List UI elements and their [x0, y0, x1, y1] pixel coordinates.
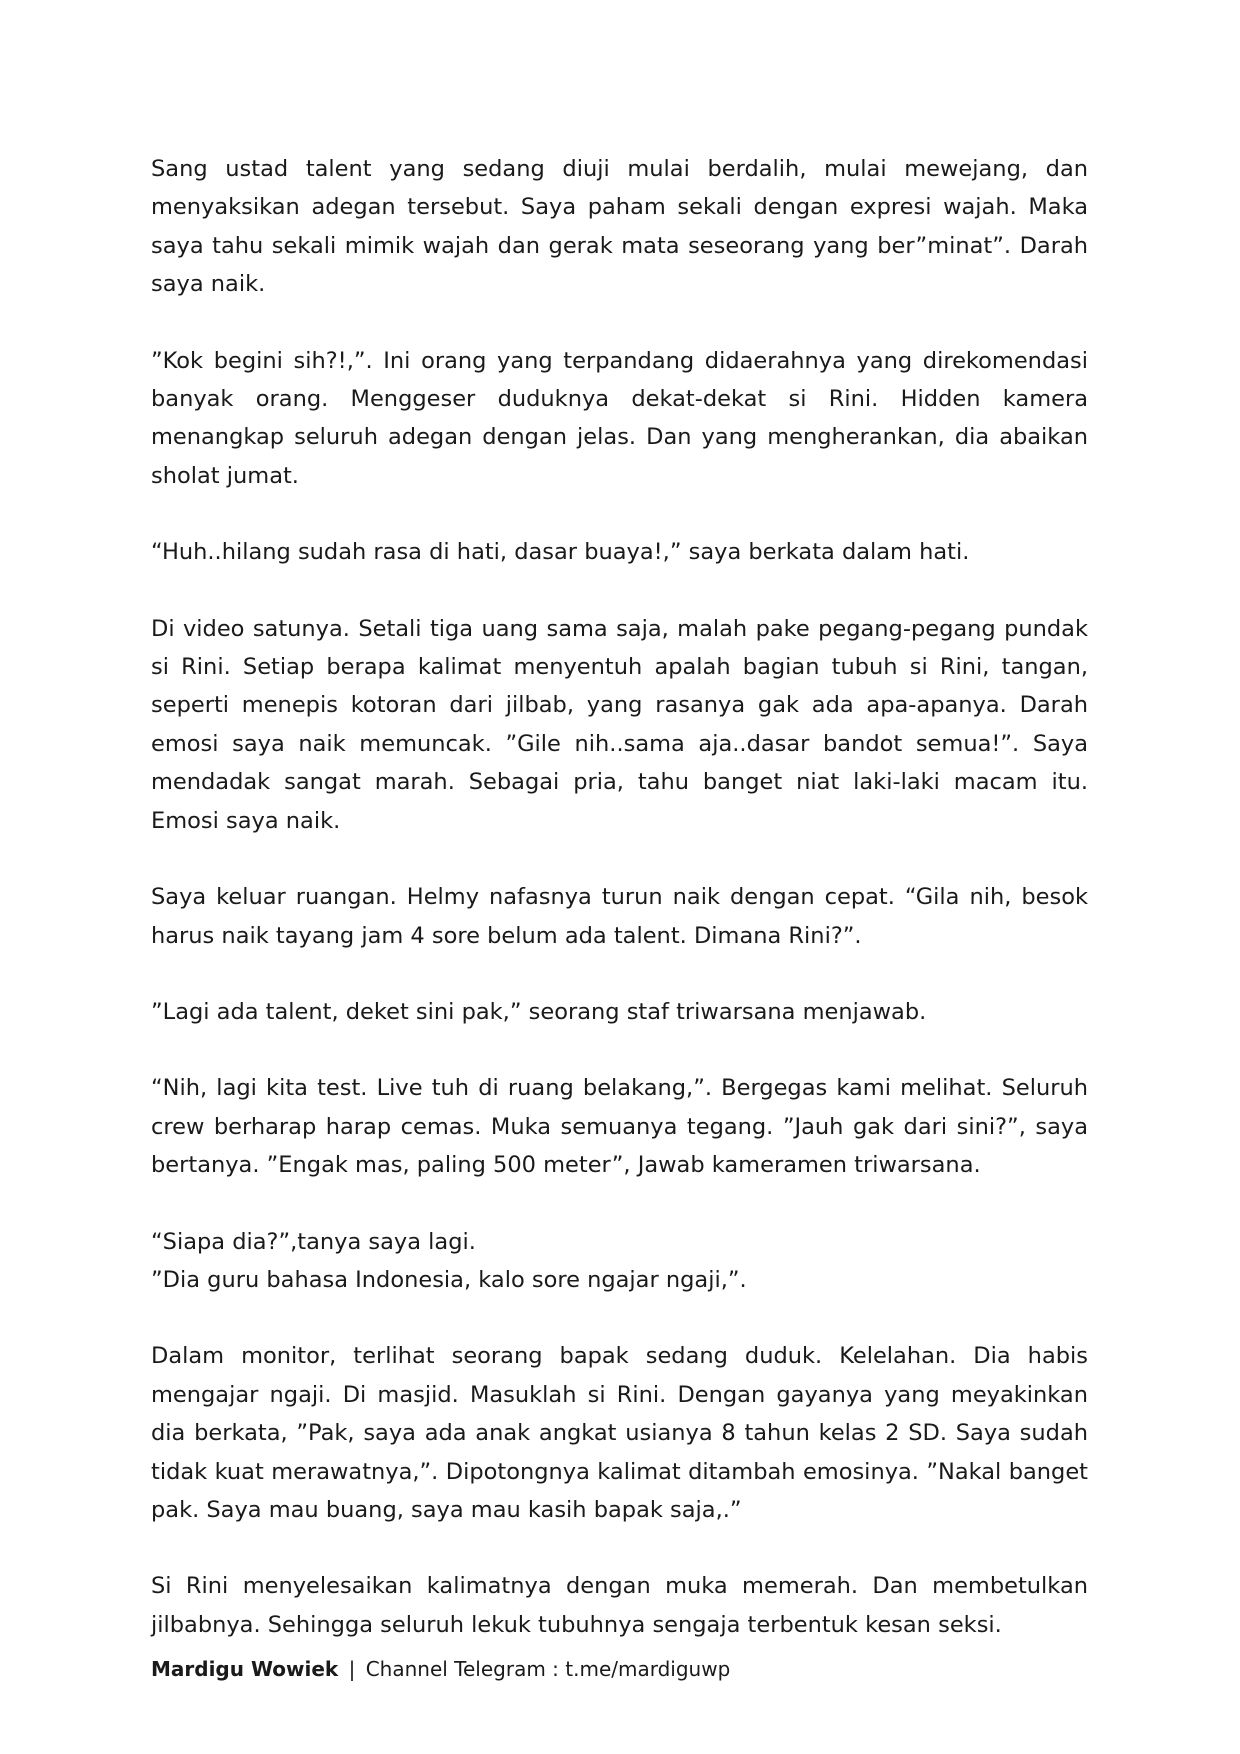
dialogue-line-2: ”Dia guru bahasa Indonesia, kalo sore ngajar ngaji,”. — [151, 1266, 747, 1293]
footer-channel: Channel Telegram : t.me/mardiguwp — [365, 1657, 731, 1681]
dialogue-line-1: “Siapa dia?”,tanya saya lagi. — [151, 1228, 476, 1255]
page-footer — [151, 1655, 730, 1683]
paragraph-2: ”Kok begini sih?!,”. Ini orang yang terpandang didaerahnya yang direkomendasi banyak orang. Menggeser duduknya dekat-dekat si Rini. Hidden kamera menangkap seluruh adegan dengan jelas. Dan yang mengherankan, dia abaikan sholat jumat. — [151, 347, 1088, 489]
footer-separator: | — [348, 1657, 356, 1681]
paragraph-4: Di video satunya. Setali tiga uang sama saja, malah pake pegang-pegang pundak si Rini. Setiap berapa kalimat menyentuh apalah bagian tubuh si Rini, tangan, seperti menepis kotoran dari jilbab, yang rasanya gak ada apa-apanya. Darah emosi saya naik memuncak. ”Gile nih..sama aja..dasar bandot semua!”. Saya mendadak sangat marah. Sebagai pria, tahu banget niat laki-laki macam itu. Emosi saya naik. — [151, 615, 1088, 834]
dialogue-block — [151, 1223, 1088, 1300]
body-text — [151, 150, 1088, 1644]
paragraph-5: Saya keluar ruangan. Helmy nafasnya turun naik dengan cepat. “Gila nih, besok harus naik tayang jam 4 sore belum ada talent. Dimana Rini?”. — [151, 884, 1088, 949]
paragraph-6: ”Lagi ada talent, deket sini pak,” seorang staf triwarsana menjawab. — [151, 998, 927, 1025]
footer-author: Mardigu Wowiek — [151, 1657, 339, 1681]
paragraph-8: Dalam monitor, terlihat seorang bapak sedang duduk. Kelelahan. Dia habis mengajar ngaji. Di masjid. Masuklah si Rini. Dengan gayanya yang meyakinkan dia berkata, ”Pak, saya ada anak angkat usianya 8 tahun kelas 2 SD. Saya sudah tidak kuat merawatnya,”. Dipotongnya kalimat ditambah emosinya. ”Nakal banget pak. Saya mau buang, saya mau kasih bapak saja,.” — [151, 1343, 1088, 1523]
paragraph-9: Si Rini menyelesaikan kalimatnya dengan muka memerah. Dan membetulkan jilbabnya. Sehingga seluruh lekuk tubuhnya sengaja terbentuk kesan seksi. — [151, 1573, 1088, 1638]
paragraph-7: “Nih, lagi kita test. Live tuh di ruang belakang,”. Bergegas kami melihat. Seluruh crew berharap harap cemas. Muka semuanya tegang. ”Jauh gak dari sini?”, saya bertanya. ”Engak mas, paling 500 meter”, Jawab kameramen triwarsana. — [151, 1075, 1088, 1179]
paragraph-1: Sang ustad talent yang sedang diuji mulai berdalih, mulai mewejang, dan menyaksikan adegan tersebut. Saya paham sekali dengan expresi wajah. Maka saya tahu sekali mimik wajah dan gerak mata seseorang yang ber”minat”. Darah saya naik. — [151, 156, 1088, 298]
paragraph-3: “Huh..hilang sudah rasa di hati, dasar buaya!,” saya berkata dalam hati. — [151, 539, 970, 566]
